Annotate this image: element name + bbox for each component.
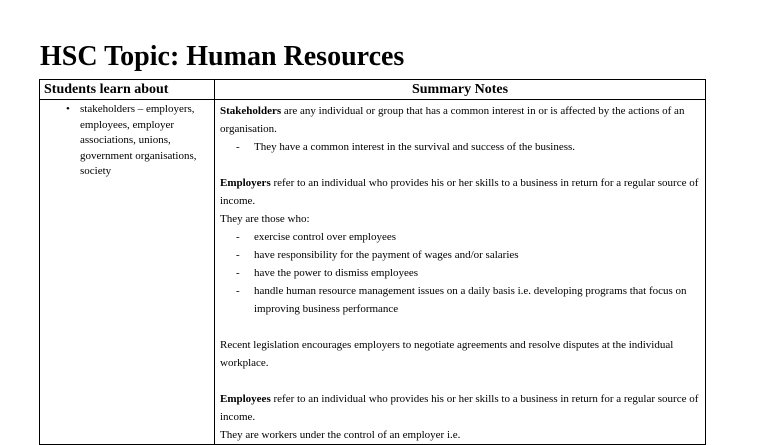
dash-icon: - xyxy=(236,231,240,243)
spacer xyxy=(220,156,699,174)
list-item xyxy=(220,246,699,264)
term-employers: Employers xyxy=(220,177,271,189)
employees-definition xyxy=(220,390,699,426)
summary-notes-cell xyxy=(215,100,706,445)
definition-text: refer to an individual who provides his or her skills to a business in return for a regular source of income. xyxy=(220,393,699,423)
definition-text: are any individual or group that has a common interest in or is affected by the actions of an organisation. xyxy=(220,105,685,135)
dash-icon: - xyxy=(236,285,240,297)
syllabus-table xyxy=(39,79,706,445)
header-summary-notes: Summary Notes xyxy=(215,80,706,100)
dash-icon: - xyxy=(236,249,240,261)
dash-icon: - xyxy=(236,267,240,279)
page-title: HSC Topic: Human Resources xyxy=(40,41,405,72)
spacer xyxy=(220,372,699,390)
employers-definition xyxy=(220,174,699,210)
table-row xyxy=(40,100,706,445)
employees-intro: They are workers under the control of an employer i.e. xyxy=(220,429,461,441)
list-item xyxy=(220,228,699,246)
topic-text: stakeholders – employers, employees, employer associations, unions, government organisations, society xyxy=(80,103,197,177)
point-text: They have a common interest in the survival and success of the business. xyxy=(254,141,576,153)
list-item xyxy=(44,102,210,180)
list-item xyxy=(220,138,699,156)
point-text: have the power to dismiss employees xyxy=(254,267,419,279)
term-employees: Employees xyxy=(220,393,271,405)
term-stakeholders: Stakeholders xyxy=(220,105,282,117)
list-item xyxy=(220,282,699,318)
dash-icon: - xyxy=(236,141,240,153)
point-text: handle human resource management issues on a daily basis i.e. developing programs that focus on improving business performance xyxy=(254,285,687,315)
spacer xyxy=(220,318,699,336)
point-text: exercise control over employees xyxy=(254,231,397,243)
legislation-note: Recent legislation encourages employers to negotiate agreements and resolve disputes at the individual workplace. xyxy=(220,339,674,369)
stakeholders-definition xyxy=(220,102,699,138)
employers-points xyxy=(220,228,699,318)
point-text: have responsibility for the payment of wages and/or salaries xyxy=(254,249,519,261)
topics-cell xyxy=(40,100,215,445)
employers-intro: They are those who: xyxy=(220,213,310,225)
list-item xyxy=(220,264,699,282)
definition-text: refer to an individual who provides his or her skills to a business in return for a regular source of income. xyxy=(220,177,699,207)
topic-list xyxy=(44,102,210,180)
stakeholders-points xyxy=(220,138,699,156)
table-header-row xyxy=(40,80,706,100)
header-students-learn-about: Students learn about xyxy=(40,80,215,100)
bullet-icon: • xyxy=(66,103,70,115)
